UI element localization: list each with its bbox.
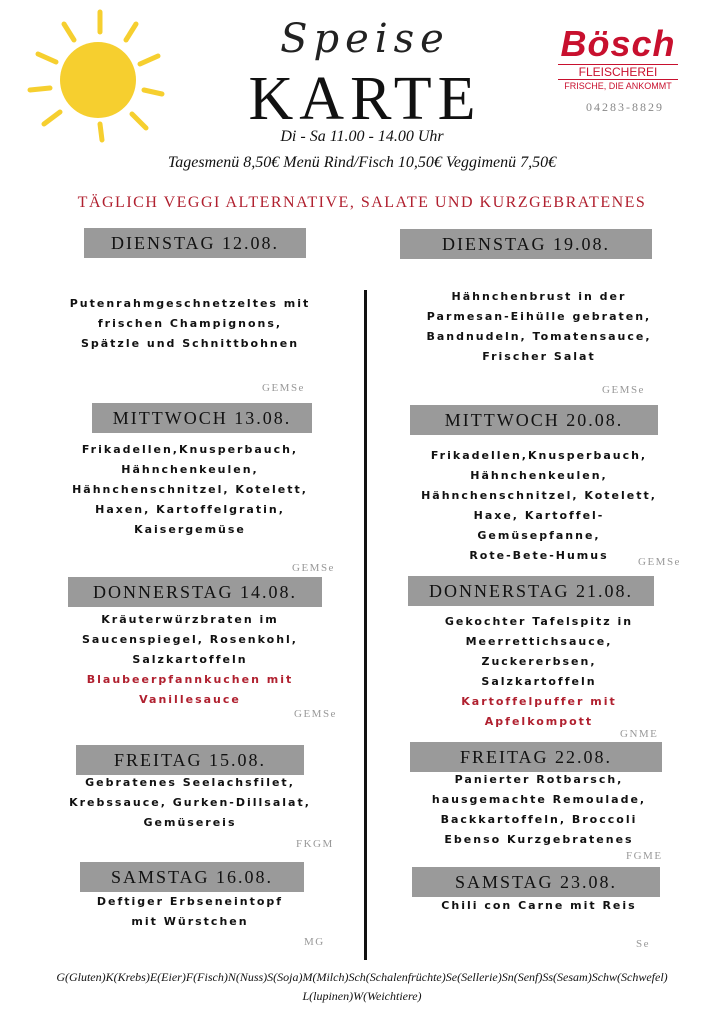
- allergen-codes: GEMSe: [292, 562, 335, 574]
- dish-line: Saucenspiegel, Rosenkohl,: [82, 633, 298, 646]
- dish-line: Parmesan-Eihülle gebraten,: [426, 310, 652, 323]
- allergen-codes: Se: [636, 938, 650, 950]
- day-header: FREITAG 15.08.: [76, 745, 304, 775]
- dish-line: hausgemachte Remoulade,: [431, 793, 647, 806]
- dish-line: Kaisergemüse: [134, 523, 246, 536]
- allergen-codes: MG: [304, 936, 325, 948]
- day-header: DONNERSTAG 21.08.: [408, 576, 654, 606]
- dish-line: Haxen, Kartoffelgratin,: [95, 503, 285, 516]
- dish: [374, 446, 704, 566]
- logo-name: Bösch: [560, 23, 676, 64]
- dish: [30, 440, 350, 540]
- dish-line: Frikadellen,Knusperbauch,: [430, 449, 648, 462]
- dish-line: Frikadellen,Knusperbauch,: [81, 443, 299, 456]
- day-header: DIENSTAG 12.08.: [84, 228, 306, 258]
- dish-line: Haxe, Kartoffel-: [473, 509, 605, 522]
- dish: [30, 892, 350, 932]
- dish-line: Hähnchenschnitzel, Kotelett,: [72, 483, 308, 496]
- legend-line: G(Gluten)K(Krebs)E(Eier)F(Fisch)N(Nuss)S(Soja)M(Milch)Sch(Schalenfrüchte)Se(Sellerie)Sn(Senf)Ss(Sesam)Schw(Schwefel): [56, 970, 668, 984]
- dish-line: frischen Champignons,: [97, 317, 283, 330]
- page-title: KARTE: [248, 65, 482, 133]
- dish: [30, 294, 350, 354]
- allergen-codes: GEMSe: [638, 556, 681, 568]
- dish-line: Salzkartoffeln: [132, 653, 248, 666]
- dish-line: Hähnchenkeulen,: [121, 463, 259, 476]
- allergen-codes: GEMSe: [602, 384, 645, 396]
- dish-line: Panierter Rotbarsch,: [454, 773, 624, 786]
- title-script: Speise: [280, 16, 450, 62]
- dish-line: Gemüsereis: [143, 816, 237, 829]
- allergen-codes: GEMSe: [262, 382, 305, 394]
- dish: [374, 287, 704, 367]
- dish-line: Hähnchenschnitzel, Kotelett,: [421, 489, 657, 502]
- allergen-codes: GEMSe: [294, 708, 337, 720]
- allergen-legend: [10, 968, 714, 1006]
- dish: [30, 773, 350, 833]
- logo-tagline: FRISCHE, DIE ANKOMMT: [564, 81, 672, 91]
- dish: [374, 896, 704, 916]
- menu-prices: Tagesmenü 8,50€ Menü Rind/Fisch 10,50€ Veggimenü 7,50€: [167, 154, 557, 171]
- dish-line: Gebratenes Seelachsfilet,: [85, 776, 295, 789]
- dish-line: Zuckererbsen,: [481, 655, 597, 668]
- dish-line: Hähnchenkeulen,: [470, 469, 608, 482]
- logo-subtitle: FLEISCHEREI: [558, 64, 678, 80]
- dish-line: Deftiger Erbseneintopf: [96, 895, 284, 908]
- dish-line: Bandnudeln, Tomatensauce,: [426, 330, 652, 343]
- day-header: MITTWOCH 13.08.: [92, 403, 312, 433]
- allergen-codes: FGME: [626, 850, 663, 862]
- allergen-codes: FKGM: [296, 838, 334, 850]
- allergen-codes: GNME: [620, 728, 659, 740]
- dish: [374, 612, 704, 732]
- dish: [374, 770, 704, 850]
- dish-line: Krebssauce, Gurken-Dillsalat,: [69, 796, 311, 809]
- brand-logo: [528, 23, 708, 91]
- dish-line: Chili con Carne mit Reis: [441, 899, 637, 912]
- dessert-line: Apfelkompott: [484, 715, 594, 728]
- dish-line: Ebenso Kurzgebratenes: [444, 833, 634, 846]
- day-header: SAMSTAG 23.08.: [412, 867, 660, 897]
- dish-line: Putenrahmgeschnetzeltes mit: [69, 297, 311, 310]
- column-divider: [364, 290, 367, 960]
- sun-icon: [8, 4, 178, 144]
- daily-note: TÄGLICH VEGGI ALTERNATIVE, SALATE UND KURZGEBRATENES: [77, 194, 647, 211]
- dish-line: Meerrettichsauce,: [465, 635, 613, 648]
- day-header: DONNERSTAG 14.08.: [68, 577, 322, 607]
- dish-line: mit Würstchen: [131, 915, 249, 928]
- dish-line: Hähnchenbrust in der: [451, 290, 627, 303]
- dish-line: Gemüsepfanne,: [477, 529, 601, 542]
- dish-line: Salzkartoffeln: [481, 675, 597, 688]
- day-header: MITTWOCH 20.08.: [410, 405, 658, 435]
- dish-line: Frischer Salat: [482, 350, 596, 363]
- dish-line: Gekochter Tafelspitz in: [444, 615, 634, 628]
- dish: [30, 610, 350, 710]
- day-header: FREITAG 22.08.: [410, 742, 662, 772]
- dish-line: Spätzle und Schnittbohnen: [80, 337, 300, 350]
- dish-line: Backkartoffeln, Broccoli: [440, 813, 638, 826]
- day-header: DIENSTAG 19.08.: [400, 229, 652, 259]
- phone-number: 04283-8829: [586, 100, 664, 114]
- day-header: SAMSTAG 16.08.: [80, 862, 304, 892]
- legend-line: L(lupinen)W(Weichtiere): [302, 989, 422, 1003]
- dish-line: Kräuterwürzbraten im: [101, 613, 279, 626]
- dessert-line: Vanillesauce: [139, 693, 241, 706]
- opening-hours: Di - Sa 11.00 - 14.00 Uhr: [280, 128, 444, 145]
- dessert-line: Kartoffelpuffer mit: [461, 695, 617, 708]
- dish-line: Rote-Bete-Humus: [469, 549, 609, 562]
- dessert-line: Blaubeerpfannkuchen mit: [86, 673, 294, 686]
